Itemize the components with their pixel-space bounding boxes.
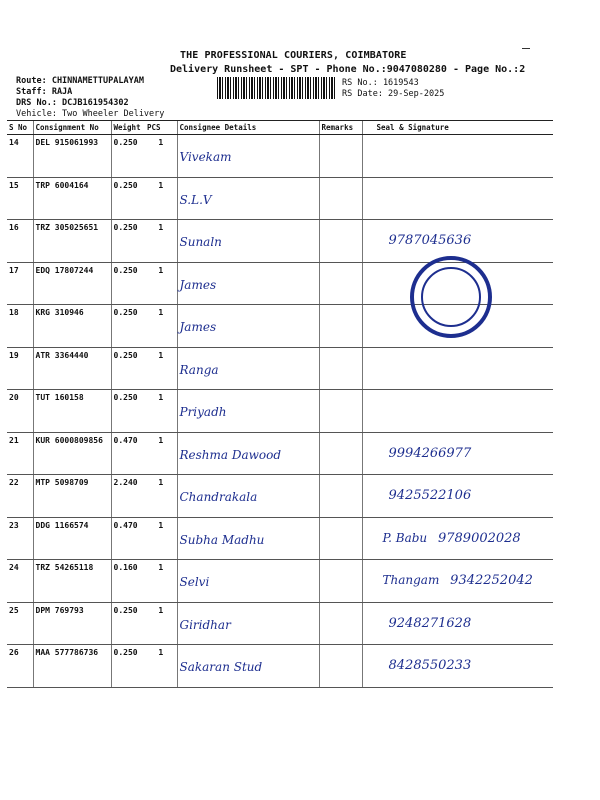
margin-dash xyxy=(522,48,530,49)
company-title: THE PROFESSIONAL COURIERS, COIMBATORE xyxy=(180,50,407,61)
row-remarks xyxy=(319,220,362,263)
table-row xyxy=(7,560,553,603)
row-consignment: KRG 310946 xyxy=(33,305,111,348)
phone-handwriting: 9425522106 xyxy=(388,488,472,503)
row-weight: 0.250 xyxy=(111,262,145,305)
row-remarks xyxy=(319,135,362,178)
row-pcs: 1 xyxy=(145,220,177,263)
row-weight: 0.250 xyxy=(111,347,145,390)
phone-handwriting: 9342252042 xyxy=(450,573,533,588)
row-pcs: 1 xyxy=(145,432,177,475)
row-consignment: MTP 5098709 xyxy=(33,475,111,518)
row-sno: 17 xyxy=(7,262,33,305)
row-signature xyxy=(362,560,553,603)
row-sno: 24 xyxy=(7,560,33,603)
table-row xyxy=(7,220,553,263)
row-consignee xyxy=(177,645,319,688)
row-consignee xyxy=(177,560,319,603)
drs-number: DRS No.: DCJB161954302 xyxy=(16,98,129,108)
col-remarks: Remarks xyxy=(319,121,362,135)
runsheet-subtitle: Delivery Runsheet - SPT - Phone No.:9047080280 - Page No.:2 xyxy=(170,64,526,75)
table-row xyxy=(7,602,553,645)
row-weight: 0.250 xyxy=(111,220,145,263)
row-pcs: 1 xyxy=(145,560,177,603)
row-weight: 0.250 xyxy=(111,390,145,433)
row-sno: 20 xyxy=(7,390,33,433)
row-signature xyxy=(362,347,553,390)
row-weight: 0.250 xyxy=(111,177,145,220)
row-remarks xyxy=(319,517,362,560)
row-consignment: DEL 915061993 xyxy=(33,135,111,178)
phone-handwriting: 9787045636 xyxy=(388,233,472,248)
row-consignee xyxy=(177,220,319,263)
phone-handwriting: 9248271628 xyxy=(388,615,472,631)
row-consignee xyxy=(177,135,319,178)
row-pcs: 1 xyxy=(145,305,177,348)
col-consignee: Consignee Details xyxy=(177,121,319,135)
row-pcs: 1 xyxy=(145,135,177,178)
row-pcs: 1 xyxy=(145,177,177,220)
phone-handwriting: 9994266977 xyxy=(388,445,472,461)
consignee-handwriting: Giridhar xyxy=(179,617,231,632)
row-signature xyxy=(362,177,553,220)
row-consignment: DDG 1166574 xyxy=(33,517,111,560)
consignee-handwriting: Selvi xyxy=(179,575,210,589)
row-pcs: 1 xyxy=(145,475,177,518)
row-consignment: TUT 160158 xyxy=(33,390,111,433)
row-signature xyxy=(362,475,553,518)
row-remarks xyxy=(319,262,362,305)
row-sno: 15 xyxy=(7,177,33,220)
consignee-handwriting: Vivekam xyxy=(179,150,232,164)
table-row xyxy=(7,517,553,560)
row-sno: 23 xyxy=(7,517,33,560)
row-weight: 0.160 xyxy=(111,560,145,603)
consignee-handwriting: Priyadh xyxy=(179,405,227,419)
row-consignee xyxy=(177,475,319,518)
consignee-handwriting: S.L.V xyxy=(179,192,212,207)
table-row xyxy=(7,475,553,518)
table-row xyxy=(7,177,553,220)
row-weight: 0.250 xyxy=(111,135,145,178)
row-signature xyxy=(362,645,553,688)
consignee-handwriting: Reshma Dawood xyxy=(179,447,282,462)
row-signature xyxy=(362,135,553,178)
delivery-table xyxy=(7,120,553,688)
row-sno: 16 xyxy=(7,220,33,263)
row-remarks xyxy=(319,390,362,433)
row-consignee xyxy=(177,262,319,305)
row-consignee xyxy=(177,177,319,220)
row-remarks xyxy=(319,347,362,390)
table-row xyxy=(7,347,553,390)
barcode xyxy=(217,77,337,99)
row-weight: 0.250 xyxy=(111,305,145,348)
table-header-row xyxy=(7,121,553,135)
table-row xyxy=(7,390,553,433)
row-consignee xyxy=(177,305,319,348)
row-consignment: TRZ 54265118 xyxy=(33,560,111,603)
table-row xyxy=(7,432,553,475)
phone-handwriting: 8428550233 xyxy=(388,658,472,673)
row-consignee xyxy=(177,432,319,475)
phone-handwriting: 9789002028 xyxy=(437,530,521,546)
col-pcs: PCS xyxy=(145,121,177,135)
row-consignment: EDQ 17807244 xyxy=(33,262,111,305)
row-consignment: DPM 769793 xyxy=(33,602,111,645)
rs-date: RS Date: 29-Sep-2025 xyxy=(342,89,445,99)
row-sno: 21 xyxy=(7,432,33,475)
row-remarks xyxy=(319,602,362,645)
route-label: Route: CHINNAMETTUPALAYAM xyxy=(16,76,144,86)
row-sno: 25 xyxy=(7,602,33,645)
row-consignee xyxy=(177,517,319,560)
row-signature xyxy=(362,517,553,560)
row-remarks xyxy=(319,432,362,475)
row-signature xyxy=(362,432,553,475)
bank-stamp xyxy=(410,256,492,338)
row-pcs: 1 xyxy=(145,262,177,305)
signature-text: Thangam xyxy=(382,573,440,587)
row-weight: 0.250 xyxy=(111,645,145,688)
row-sno: 22 xyxy=(7,475,33,518)
row-sno: 14 xyxy=(7,135,33,178)
signature-text: P. Babu xyxy=(382,530,428,545)
consignee-handwriting: Sunaln xyxy=(179,235,222,249)
rs-number: RS No.: 1619543 xyxy=(342,78,419,88)
table-row xyxy=(7,135,553,178)
row-sno: 19 xyxy=(7,347,33,390)
row-signature xyxy=(362,602,553,645)
row-consignee xyxy=(177,347,319,390)
consignee-handwriting: Ranga xyxy=(179,362,219,377)
col-weight: Weight xyxy=(111,121,145,135)
row-remarks xyxy=(319,645,362,688)
row-remarks xyxy=(319,475,362,518)
row-consignment: TRZ 305025651 xyxy=(33,220,111,263)
row-consignment: ATR 3364440 xyxy=(33,347,111,390)
stamp-inner-ring xyxy=(421,267,481,327)
staff-label: Staff: RAJA xyxy=(16,87,73,97)
row-pcs: 1 xyxy=(145,347,177,390)
col-seal: Seal & Signature xyxy=(362,121,553,135)
row-signature xyxy=(362,390,553,433)
consignee-handwriting: James xyxy=(179,277,217,292)
row-weight: 0.470 xyxy=(111,517,145,560)
row-pcs: 1 xyxy=(145,602,177,645)
row-remarks xyxy=(319,177,362,220)
vehicle-label: Vehicle: Two Wheeler Delivery xyxy=(16,109,165,119)
row-consignee xyxy=(177,390,319,433)
row-remarks xyxy=(319,305,362,348)
consignee-handwriting: Subha Madhu xyxy=(179,532,265,547)
row-consignment: MAA 577786736 xyxy=(33,645,111,688)
col-consignment: Consignment No xyxy=(33,121,111,135)
row-sno: 26 xyxy=(7,645,33,688)
row-consignment: TRP 6004164 xyxy=(33,177,111,220)
row-weight: 0.250 xyxy=(111,602,145,645)
row-consignment: KUR 6000809856 xyxy=(33,432,111,475)
row-pcs: 1 xyxy=(145,517,177,560)
row-sno: 18 xyxy=(7,305,33,348)
row-weight: 2.240 xyxy=(111,475,145,518)
row-consignee xyxy=(177,602,319,645)
col-sno: S No xyxy=(7,121,33,135)
row-pcs: 1 xyxy=(145,645,177,688)
consignee-handwriting: James xyxy=(179,320,217,334)
consignee-handwriting: Sakaran Stud xyxy=(179,660,263,674)
table-row xyxy=(7,645,553,688)
row-pcs: 1 xyxy=(145,390,177,433)
row-weight: 0.470 xyxy=(111,432,145,475)
row-remarks xyxy=(319,560,362,603)
consignee-handwriting: Chandrakala xyxy=(179,490,258,504)
